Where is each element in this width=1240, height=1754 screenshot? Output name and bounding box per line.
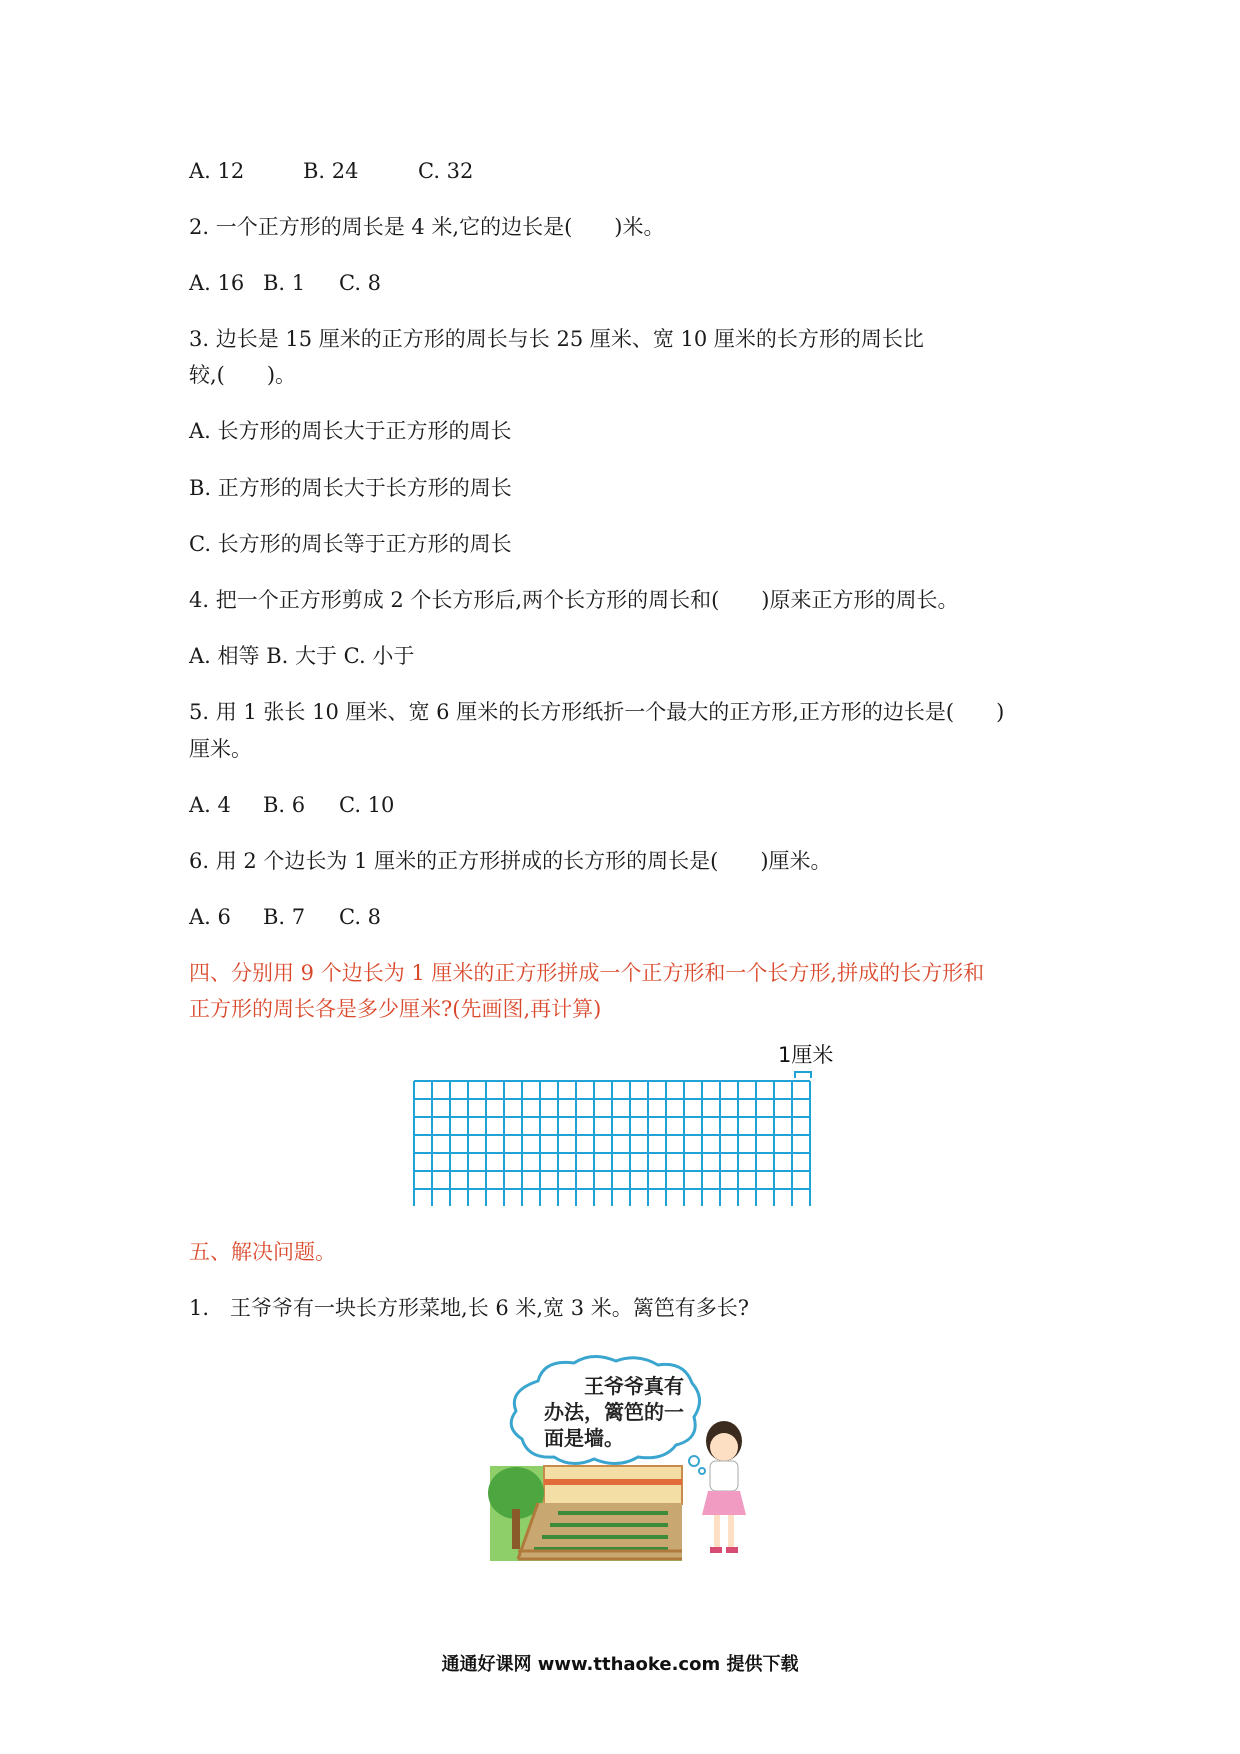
bubble-line2: 办法，篱笆的一 xyxy=(544,1400,684,1424)
grid-scale-label: 1厘米 xyxy=(778,1043,834,1067)
q2-option-a: A. 16 xyxy=(189,271,245,295)
q6-options xyxy=(189,905,381,929)
q6-option-b: B. 7 xyxy=(263,905,306,929)
q5-line1: 5. 用 1 张长 10 厘米、宽 6 厘米的长方形纸折一个最大的正方形,正方形的边长是( ) xyxy=(189,700,1005,724)
q6-option-a: A. 6 xyxy=(189,905,231,929)
q2-options xyxy=(189,271,381,295)
q5-options xyxy=(189,793,394,817)
q5-line2: 厘米。 xyxy=(189,737,252,761)
q1-option-a: A. 12 xyxy=(189,159,245,183)
q3-option-b: B. 正方形的周长大于长方形的周长 xyxy=(189,476,512,500)
bubble-line3: 面是墙。 xyxy=(544,1426,624,1450)
q3-option-a: A. 长方形的周长大于正方形的周长 xyxy=(189,419,512,443)
q6-text: 6. 用 2 个边长为 1 厘米的正方形拼成的长方形的周长是( )厘米。 xyxy=(189,849,832,873)
section4-line1: 四、分别用 9 个边长为 1 厘米的正方形拼成一个正方形和一个长方形,拼成的长方形和 xyxy=(189,961,985,985)
footer-download-note: 通通好课网 www.tthaoke.com 提供下载 xyxy=(441,1654,799,1675)
q5-option-c: C. 10 xyxy=(339,793,395,817)
q1-option-b: B. 24 xyxy=(303,159,359,183)
q6-option-c: C. 8 xyxy=(339,905,382,929)
q5-option-b: B. 6 xyxy=(263,793,306,817)
bubble-line1: 王爷爷真有 xyxy=(584,1374,684,1398)
q4-text: 4. 把一个正方形剪成 2 个长方形后,两个长方形的周长和( )原来正方形的周长。 xyxy=(189,588,959,612)
q4-options: A. 相等 B. 大于 C. 小于 xyxy=(189,644,415,668)
q1-option-c: C. 32 xyxy=(418,159,474,183)
q2-text: 2. 一个正方形的周长是 4 米,它的边长是( )米。 xyxy=(189,215,665,239)
q2-option-b: B. 1 xyxy=(263,271,306,295)
q3-line2: 较,( )。 xyxy=(189,363,297,387)
square-grid xyxy=(413,1080,813,1206)
section4-line2: 正方形的周长各是多少厘米?(先画图,再计算) xyxy=(189,997,602,1021)
section5-q1: 1. 王爷爷有一块长方形菜地,长 6 米,宽 3 米。篱笆有多长? xyxy=(189,1296,750,1320)
garden-illustration xyxy=(488,1353,764,1563)
q3-option-c: C. 长方形的周长等于正方形的周长 xyxy=(189,532,512,556)
q5-option-a: A. 4 xyxy=(189,793,231,817)
section5-title: 五、解决问题。 xyxy=(189,1240,336,1264)
q1-options xyxy=(189,159,473,183)
q3-line1: 3. 边长是 15 厘米的正方形的周长与长 25 厘米、宽 10 厘米的长方形的周长比 xyxy=(189,327,924,351)
q2-option-c: C. 8 xyxy=(339,271,382,295)
